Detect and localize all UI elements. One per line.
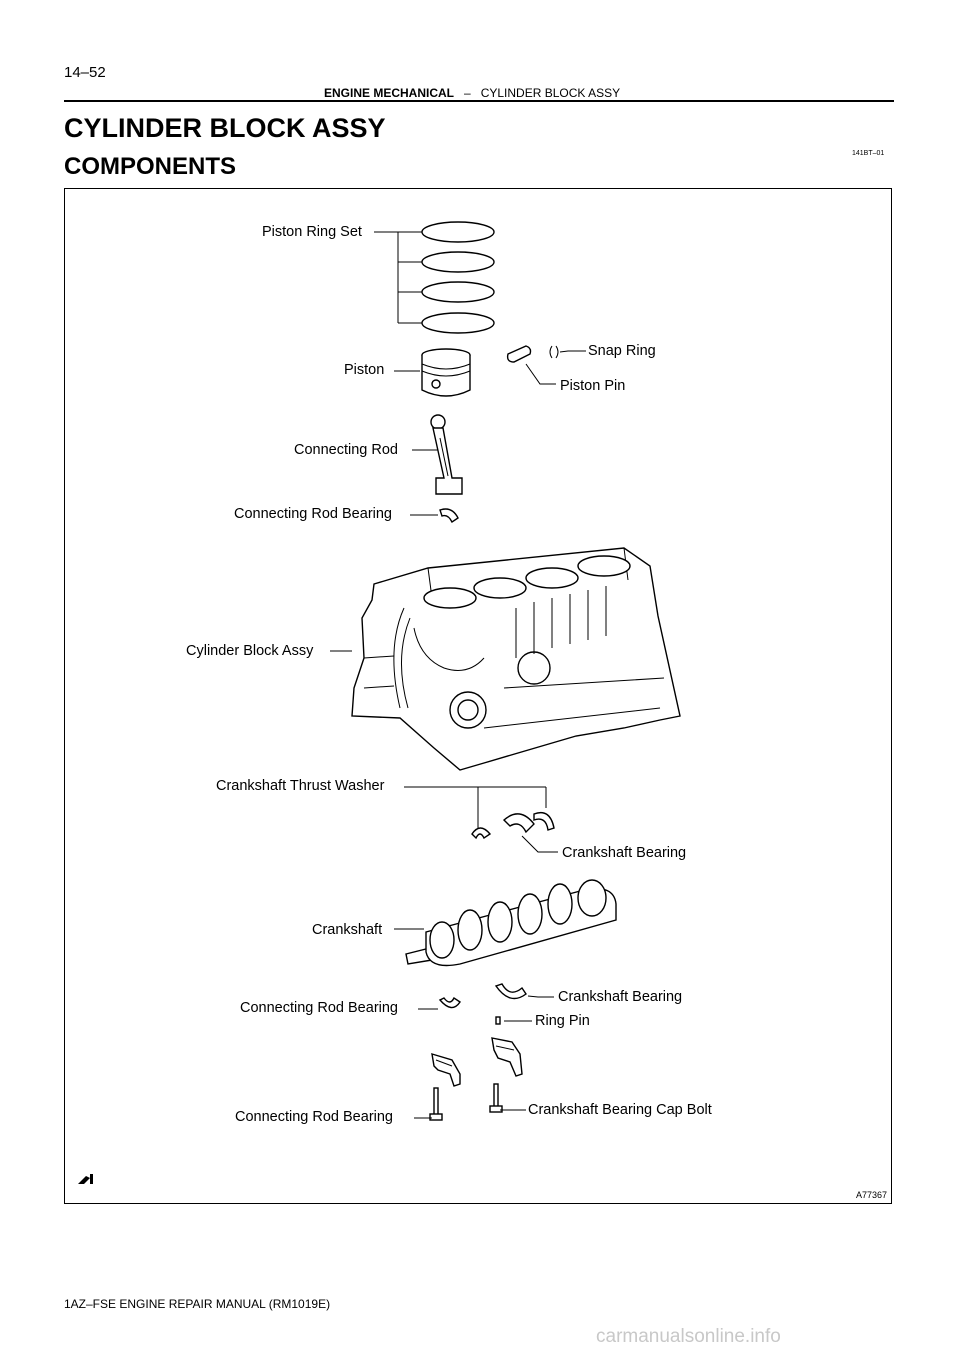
connecting-rod-bearing-lower-illustration xyxy=(418,998,460,1009)
crankshaft-bearing-cap-bolt-illustration xyxy=(490,1084,526,1112)
label-ring-pin: Ring Pin xyxy=(535,1013,590,1029)
components-diagram xyxy=(64,188,892,1204)
header-subsection: CYLINDER BLOCK ASSY xyxy=(480,86,621,100)
label-piston-pin: Piston Pin xyxy=(560,378,626,394)
piston-ring-set-illustration xyxy=(374,222,494,333)
crankshaft-bearing-lower-illustration xyxy=(496,984,554,999)
crankshaft-thrust-washer-illustration xyxy=(404,787,554,838)
label-crankshaft-thrust-washer: Crankshaft Thrust Washer xyxy=(216,778,385,794)
document-code: 141BT–01 xyxy=(852,150,885,157)
label-cylinder-block-assy: Cylinder Block Assy xyxy=(186,643,314,659)
piston-illustration xyxy=(394,349,470,396)
label-snap-ring: Snap Ring xyxy=(588,343,656,359)
connecting-rod-bolt-illustration xyxy=(414,1088,442,1120)
header-section: ENGINE MECHANICAL xyxy=(324,86,455,100)
page-number: 14–52 xyxy=(64,64,106,81)
connecting-rod-cap-illustration xyxy=(432,1054,460,1086)
page-title: CYLINDER BLOCK ASSY xyxy=(64,113,386,143)
cylinder-block-illustration xyxy=(330,548,680,770)
label-piston-ring-set: Piston Ring Set xyxy=(262,224,362,240)
header-separator: – xyxy=(464,86,471,100)
label-connecting-rod-bearing-upper: Connecting Rod Bearing xyxy=(234,506,392,522)
label-connecting-rod-bearing-lower: Connecting Rod Bearing xyxy=(240,1000,398,1016)
label-connecting-rod: Connecting Rod xyxy=(294,442,398,458)
footer-manual-title: 1AZ–FSE ENGINE REPAIR MANUAL (RM1019E) xyxy=(64,1297,331,1311)
running-header xyxy=(324,86,620,100)
corner-marker-icon xyxy=(78,1174,93,1184)
piston-pin-illustration xyxy=(508,346,556,384)
ring-pin-illustration xyxy=(496,1017,532,1024)
label-connecting-rod-bearing-bottom: Connecting Rod Bearing xyxy=(235,1109,393,1125)
crankshaft-bearing-cap-illustration xyxy=(492,1038,522,1076)
crankshaft-illustration xyxy=(394,880,616,966)
label-crankshaft-bearing-upper: Crankshaft Bearing xyxy=(562,845,687,861)
connecting-rod-illustration xyxy=(412,415,462,494)
watermark: carmanualsonline.info xyxy=(596,1326,781,1347)
label-crankshaft-bearing-cap-bolt: Crankshaft Bearing Cap Bolt xyxy=(528,1102,712,1118)
figure-code: A77367 xyxy=(856,1190,888,1200)
section-title: COMPONENTS xyxy=(64,153,237,180)
connecting-rod-bearing-upper-illustration xyxy=(410,509,458,522)
label-piston: Piston xyxy=(344,362,385,378)
label-crankshaft-bearing-lower: Crankshaft Bearing xyxy=(558,989,683,1005)
snap-ring-illustration xyxy=(550,346,586,358)
label-crankshaft: Crankshaft xyxy=(312,922,383,938)
header-rule xyxy=(64,100,894,102)
